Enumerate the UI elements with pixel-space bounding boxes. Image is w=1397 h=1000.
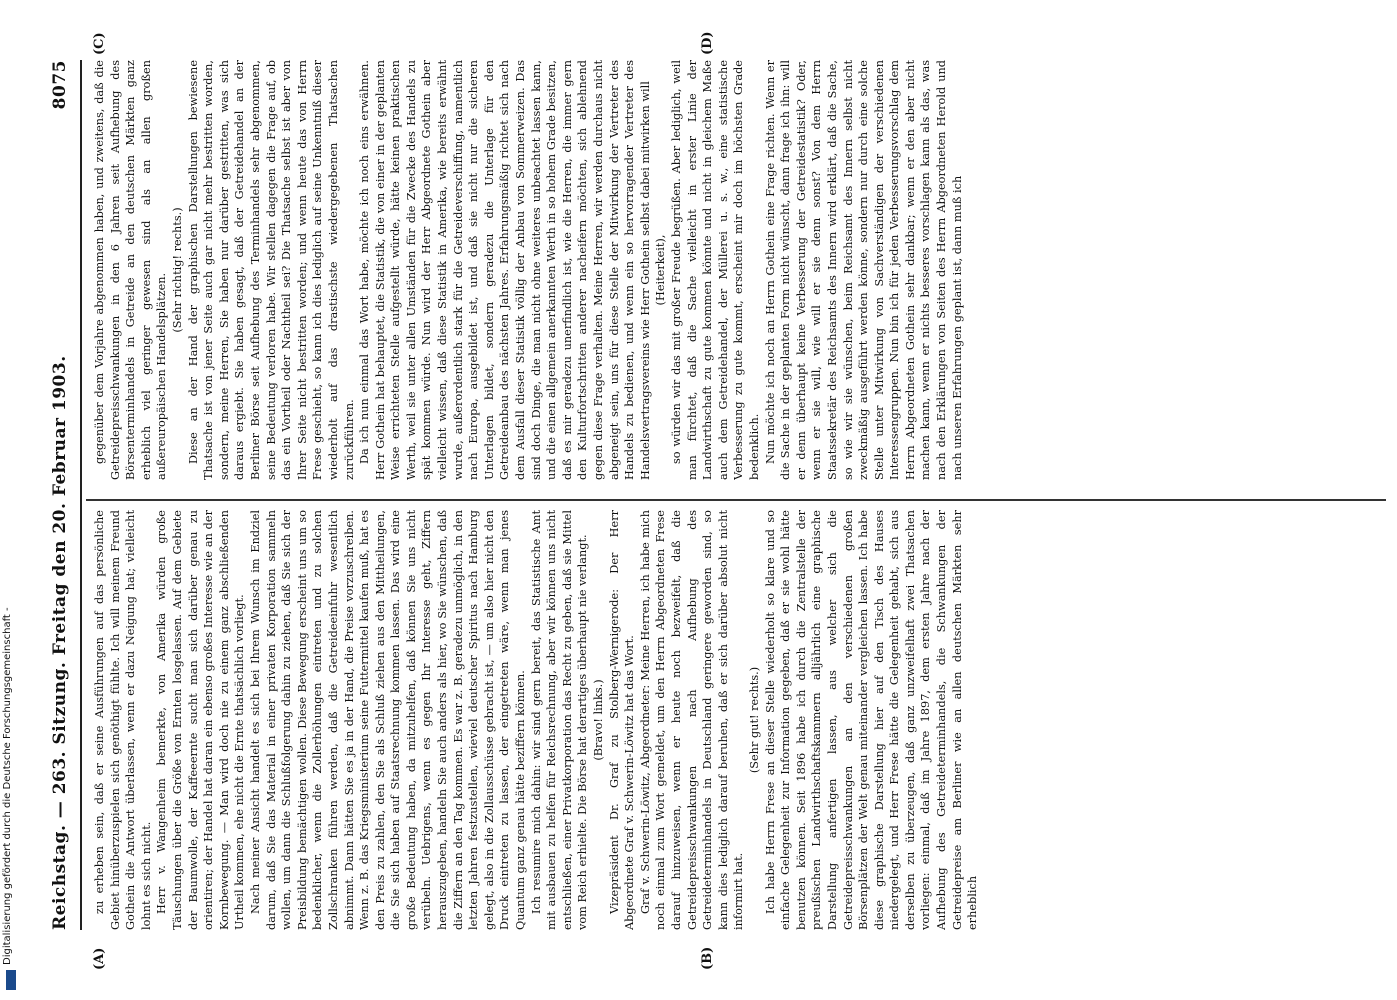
paragraph: Da ich nun einmal das Wort habe, möchte ich noch eins erwähnen. Herr Gothein hat behauptet, die Statistik, die von einer in der geplanten Weise errichteten Stelle aufgestellt würde, hätte keinen praktischen Werth, weil sie unter allen Umständen für die Zwecke des Handels zu spät kommen würde. Nun wird der Herr Abgeordnete Gothein aber vielleicht wissen, daß diese Statistik in Amerika, wie bereits erwähnt wurde, außerordentlich stark für die Getreideverschiffung, namentlich nach Europa, ausgebildet ist, und daß sie nicht nur die sicheren Unterlagen bildet, sondern geradezu die Unterlage für den Getreideanbau des nächsten Jahres. Erfahrungsmäßig richtet sich nach dem Ausfall dieser Statistik völlig der Anbau von Sommerweizen. Das sind doch Dinge, die man nicht ohne weiteres unbeachtet lassen kann, und die einen allgemein anerkannten Werth in so hohem Grade besitzen, daß es mir geradezu unerfindlich ist, wie die Herren, die immer gern den Kulturfortschritten anderer nacheifern möchten, sich ablehnend gegen diese Frage verhalten. Meine Herren, wir werden durchaus nicht abgeneigt sein, uns für diese Stelle der Mitwirkung der Vertreter des Handels zu bedienen, und wenn ein so hervorragender Vertreter des Handelsvertragsvereins wie Herr Gothein selbst dabei mitwirken will — [358, 60, 652, 480]
funding-note: Digitalisierung gefördert durch die Deutsche Forschungsgemeinschaft - — [2, 607, 13, 965]
paragraph: so würden wir das mit großer Freude begrüßen. Aber lediglich, weil man fürchtet, daß die Sache vielleicht in erster Linie der Landwirthschaft zu gute kommen könnte und nicht in gleichem Maße auch dem Getreidehandel, der Müllerei u. s. w., eine statistische Verbesserung zu gute kommt, erscheint mir doch im höchsten Grade bedenklich. — [669, 60, 761, 480]
page-header — [50, 60, 74, 930]
reaction-note: (Sehr gut! rechts.) — [747, 666, 761, 774]
paragraph: Vizepräsident Dr. Graf zu Stolberg-Wernigerode: Der Herr Abgeordnete Graf v. Schwerin-Löwitz hat das Wort. — [607, 510, 637, 930]
margin-marker-b: (B) — [700, 946, 715, 970]
paragraph: gegenüber dem Vorjahre abgenommen haben, und zweitens, daß die Getreidepreisschwankungen in den 6 Jahren seit Aufhebung des Börsenterminhandels in Getreide an den deutschen Märkten ganz erheblich viel geringer gewesen sind als an allen großen außereuropäischen Handelsplätzen. — [93, 60, 169, 480]
margin-marker-a: (A) — [92, 947, 107, 970]
right-column — [92, 60, 1382, 480]
column-divider — [86, 499, 1386, 501]
margin-marker-c: (C) — [92, 32, 107, 55]
reaction-note: (Bravo! links.) — [592, 679, 605, 761]
paragraph: Ich resumire mich dahin: wir sind gern bereit, das Statistische Amt mit ausbauen zu helfen für Reichsrechnung, aber wir können uns nicht entschließen, einer Privatkorporation das Recht zu geben, daß sie Mittel vom Reich erhielte. Die Börse hat derartiges überhaupt nie verlangt. — [529, 510, 590, 930]
header-title: Reichstag. — 263. Sitzung. Freitag den 20. Februar 1903. — [50, 355, 70, 930]
page-number: 8075 — [50, 60, 70, 110]
left-column — [92, 510, 1382, 930]
paragraph: Herr v. Wangenheim bemerkte, von Amerika würden große Täuschungen über die Größe von Ernten losgelassen. Auf dem Gebiete der Baumwolle, der Kaffeeernte sucht man sich darüber genau zu orientiren; der Handel hat daran ein ebenso großes Interesse wie an der Kornbewegung. — Man wird doch nie zu einem ganz abschließenden Urtheil kommen, ehe nicht die Ernte thatsächlich vorliegt. — [155, 510, 247, 930]
reaction-note: (Heiterkeit), — [654, 234, 668, 306]
header-rule — [80, 60, 82, 930]
paragraph: Ich habe Herrn Frese an dieser Stelle wiederholt so klare und so einfache Gelegenheit zur Information gegeben, daß er sie wohl hätte benutzen können. Seit 1896 habe ich durch die Zentralstelle der preußischen Landwirthschaftskammern alljährlich eine graphische Darstellung anfertigen lassen, aus welcher sich die Getreidepreisschwankungen an den verschiedenen großen Börsenplätzen der Welt genau miteinander vergleichen lassen. Ich habe diese graphische Darstellung hier auf den Tisch des Hauses niedergelegt, und Herr Frese hätte die Gelegenheit gehabt, sich aus derselben zu überzeugen, daß ganz unzweifelhaft zwei Thatsachen vorliegen: einmal, daß im Jahre 1897, dem ersten Jahre nach der Aufhebung des Getreideterminhandels, die Schwankungen der Getreidepreise am Berliner wie an allen deutschen Märkten sehr erheblich — [763, 510, 980, 930]
margin-marker-d: (D) — [700, 31, 715, 55]
paragraph: Nach meiner Ansicht handelt es sich bei Ihrem Wunsch im Endziel darum, daß Sie das Material in einer privaten Korporation sammeln wollen, um dann die Schlußfolgerung dahin zu ziehen, daß Sie sich der Preisbildung bemächtigen wollen. Diese Bewegung erscheint uns um so bedenklicher, wenn die Zollerhöhungen eintreten und zu solchen Zollschranken führen werden, daß die Getreideeinfuhr wesentlich abnimmt. Dann hätten Sie es ja in der Hand, die Preise vorzuschreiben. Wenn z. B. das Kriegsministerium seine Futtermittel kaufen muß, hat es den Preis zu zahlen, den Sie als Schluß ziehen aus den Mittheilungen, die Sie sich haben auf Staatsrechnung kommen lassen. Das wird eine große Bedeutung haben, da mitzuhelfen, daß können Sie uns nicht verübeln. Uebrigens, wenn es gegen Ihr Interesse geht, Ziffern herauszugeben, handeln Sie auch anders als hier, wo Sie wünschen, daß die Ziffern an den Tag kommen. Es war z. B. geradezu unmöglich, in den letzten Jahren festzustellen, wieviel deutscher Spiritus nach Hamburg gelegt, also in die Zollausschüsse gebracht ist, — um also hier nicht den Druck eintreten zu lassen, der eingetreten wäre, wenn man jenes Quantum ganz genau hätte beziffern können. — [248, 510, 528, 930]
paragraph: Graf v. Schwerin-Löwitz, Abgeordneter: Meine Herren, ich habe mich noch einmal zum Wort gemeldet, um den Herrn Abgeordneten Frese darauf hinzuweisen, wenn er heute noch bezweifelt, daß die Getreidepreisschwankungen nach Aufhebung des Getreideterminhandels in Deutschland geringere geworden sind, so kann dies lediglich darauf beruhen, daß er sich darüber absolut nicht informirt hat. — [638, 510, 746, 930]
reaction-note: (Sehr richtig! rechts.) — [170, 207, 184, 333]
dfg-logo — [6, 970, 16, 990]
paragraph: Nun möchte ich noch an Herrn Gothein eine Frage richten. Wenn er die Sache in der geplanten Form nicht wünscht, dann frage ich ihn: will er denn überhaupt keine Verbesserung der Getreidestatistik? Oder, wenn er sie will, wie will er sie denn sonst? Von dem Herrn Staatssekretär des Reichsamts des Innern wird erklärt, daß die Sache, so wie wir sie wünschen, beim Reichsamt des Innern selbst nicht zweckmäßig ausgeführt werden könne, sondern nur durch eine solche Stelle unter Mitwirkung von Sachverständigen der verschiedenen Interessengruppen. Nun bin ich für jeden Verbesserungsvorschlag dem Herrn Abgeordneten Gothein sehr dankbar; wenn er den aber nicht machen kann, wenn er nichts besseres vorschlagen kann als das, was nach den Erklärungen von Seiten des Herrn Abgeordneten Herold und nach unseren Erfahrungen geplant ist, dann muß ich — [763, 60, 964, 480]
paragraph: zu erheben sein, daß er seine Ausführungen auf das persönliche Gebiet hinüberzuspielen sich genöthigt fühlte. Ich will meinem Freund Gothein die Antwort überlassen, wenn er dazu Neigung hat; vielleicht lohnt es sich nicht. — [93, 510, 153, 930]
paragraph: Diese an der Hand der graphischen Darstellungen bewiesene Thatsache ist von jener Seite auch gar nicht mehr bestritten worden, sondern, meine Herren, Sie haben nur darüber gestritten, was sich daraus ergiebt. Sie haben gesagt, daß der Getreidehandel an der Berliner Börse seit Aufhebung des Terminhandels sehr abgenommen, seine Bedeutung verloren habe. Wir stellen dagegen die Frage auf, ob das ein Vortheil oder Nachtheil sei? Die Thatsache selbst ist aber von Ihrer Seite nicht bestritten worden; und wenn heute das von Herrn Frese geschieht, so kann ich dies lediglich auf seine Unkenntniß dieser wiederholt auf das drastischste wiedergegebenen Thatsachen zurückführen. — [186, 60, 356, 480]
